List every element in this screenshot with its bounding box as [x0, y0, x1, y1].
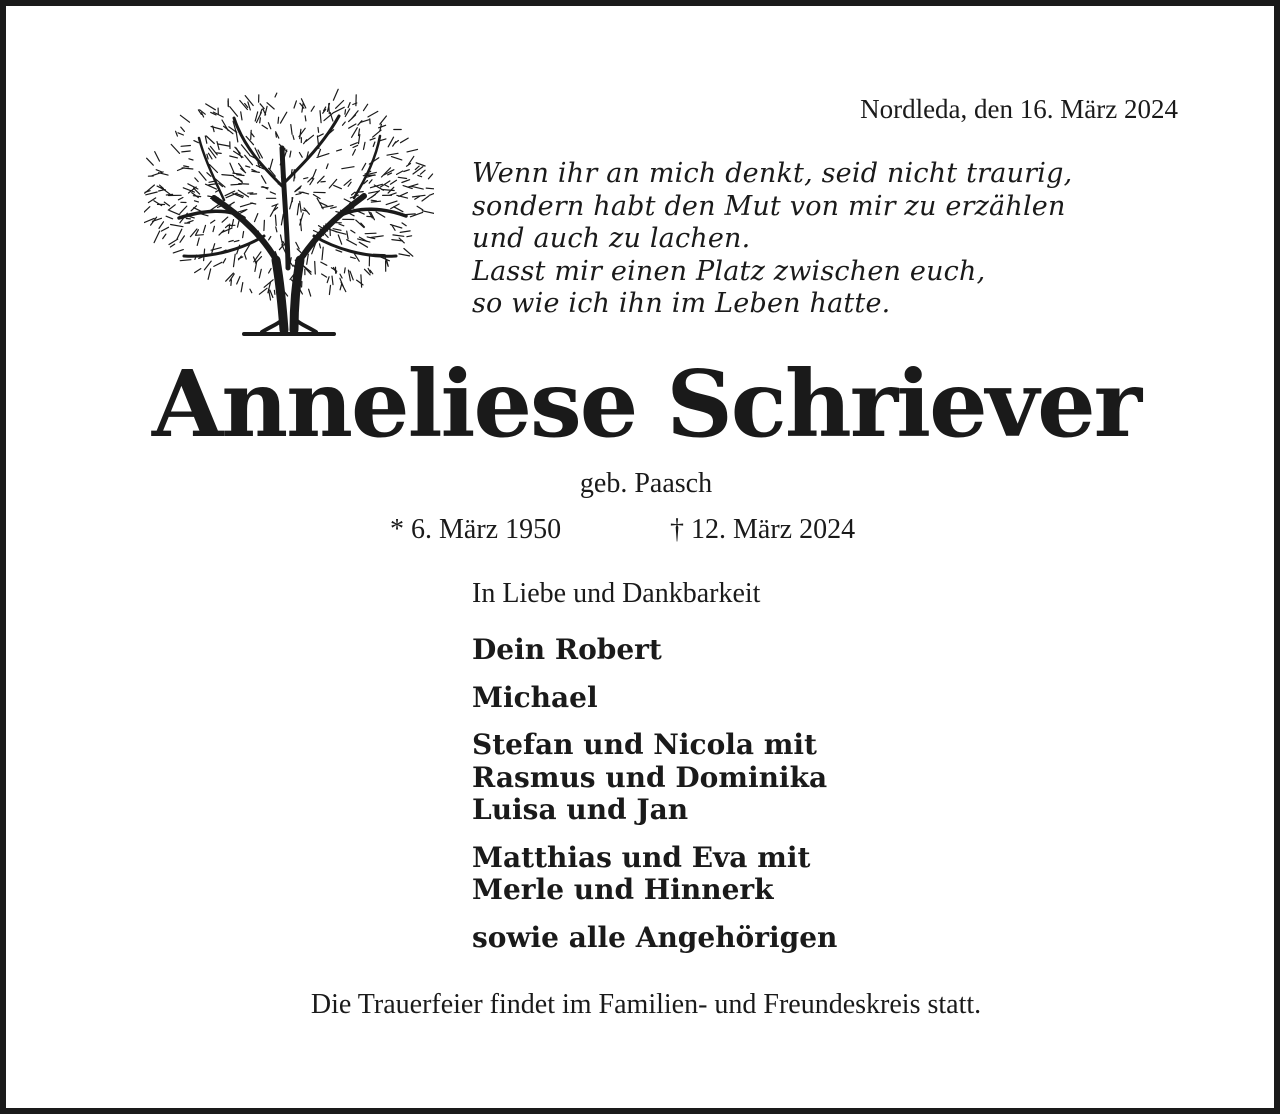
poem-line: Lasst mir einen Platz zwischen euch,	[472, 255, 986, 287]
poem-line: sondern habt den Mut von mir zu erzählen	[472, 190, 1066, 222]
poem-line: Wenn ihr an mich denkt, seid nicht traurig,	[472, 158, 1073, 189]
mourners-list	[472, 634, 837, 969]
poem-line: und auch zu lachen.	[472, 223, 751, 254]
mourner-line: Stefan und Nicola mit	[472, 728, 817, 761]
mourner-line: sowie alle Angehörigen	[472, 920, 838, 954]
mourner-line: Merle und Hinnerk	[472, 873, 774, 906]
mourner-line: Matthias und Eva mit	[472, 840, 811, 874]
mourner-group	[472, 922, 837, 955]
mourner-group	[472, 842, 837, 907]
tree-icon	[144, 88, 434, 336]
mourner-line: Michael	[472, 680, 598, 714]
birth-date: * 6. März 1950	[390, 514, 562, 545]
mourner-line: Dein Robert	[472, 633, 662, 666]
deceased-name: Anneliese Schriever	[151, 350, 1141, 458]
dedication: In Liebe und Dankbarkeit	[472, 578, 761, 609]
mourner-group	[472, 682, 837, 715]
poem-line: so wie ich ihn im Leben hatte.	[472, 288, 891, 319]
maiden-name: geb. Paasch	[579, 468, 713, 499]
mourner-group	[472, 729, 837, 827]
death-date: † 12. März 2024	[670, 514, 856, 545]
poem	[472, 158, 1072, 321]
mourner-line: Luisa und Jan	[472, 793, 689, 826]
closing-note: Die Trauerfeier findet im Familien- und Freundeskreis statt.	[310, 989, 982, 1020]
place-and-date: Nordleda, den 16. März 2024	[860, 94, 1178, 124]
mourner-line: Rasmus und Dominika	[472, 760, 828, 794]
mourner-group	[472, 634, 837, 667]
